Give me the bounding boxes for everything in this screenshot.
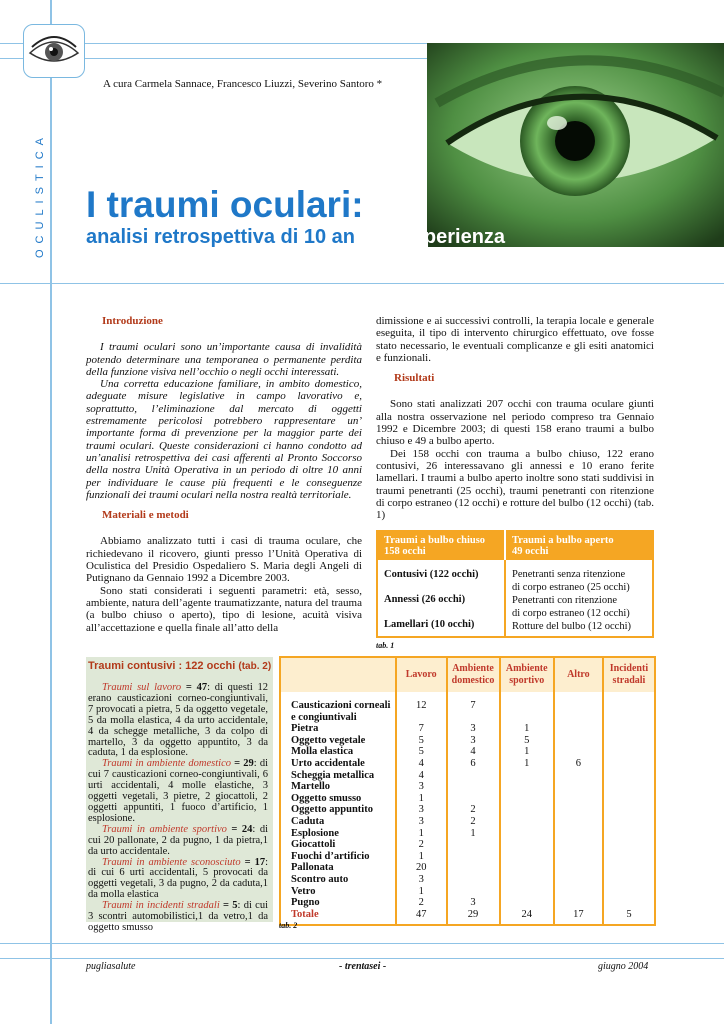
t2-cell-altro <box>554 793 603 805</box>
t2-cell-lavoro: 2 <box>396 897 447 909</box>
article-subtitle <box>86 226 505 249</box>
t1-open-cell: Penetranti senza ritenzione di corpo estraneo (25 occhi) Penetranti con ritenzione di corpo estraneo (12 occhi) Rotture del bulbo (12 occhi) <box>512 569 631 632</box>
t2-cell-altro <box>554 897 603 909</box>
t2-cell-sportivo: 1 <box>500 723 554 735</box>
t2-cell-stradali <box>603 886 655 898</box>
intro-paragraph-1: I traumi oculari sono un’importante causa di invalidità potendo determinare una temporanea o permanente perdita della funzione visiva nell’occhio o negli occhi interessati. <box>86 341 362 378</box>
t2-cell-stradali <box>603 770 655 782</box>
t2-cell-altro <box>554 828 603 840</box>
t2-header-5: Incidenti stradali <box>603 657 655 692</box>
left-column <box>86 315 362 634</box>
t2-row-label: Scheggia metallica <box>291 769 375 781</box>
t2-cell-lavoro: 1 <box>396 793 447 805</box>
t2-row-label: Oggetto appuntito <box>291 804 373 816</box>
t2-cell-sportivo: 1 <box>500 758 554 770</box>
table-row <box>280 723 655 735</box>
green-eye-photo <box>427 43 724 247</box>
t2-row-label: Giocattoli <box>291 839 336 851</box>
t2-row-label: Caduta <box>291 815 325 827</box>
t2-row-label: Molla elastica <box>291 746 354 758</box>
t2-cell-altro <box>554 839 603 851</box>
continued-paragraph: dimissione e ai successivi controlli, la terapia locale e generale eseguita, il tipo di intervento chirurgico effettuato, ove fosse stato necessario, le eventuali complicanze e gli esiti anatomici e funzionali. <box>376 315 654 364</box>
t2-cell-stradali <box>603 692 655 723</box>
table-1-caption: tab. 1 <box>376 641 395 650</box>
t2-row-label: Martello <box>291 781 331 793</box>
t2-cell-sportivo <box>500 793 554 805</box>
t2-cell-lavoro: 12 <box>396 692 447 723</box>
t2-cell-stradali <box>603 793 655 805</box>
box-text: Traumi sul lavoro = 47: di questi 12 erano causticazioni corneo-congiuntivali, 7 provocati a pietra, 5 da oggetto vegetale, 5 da molla elastica, 4 da urto accidentale, 4 da schegge metalliche, 3 da colpo di martello, 3 da oggetto appuntito, 3 da caduta, 1 da esplosione. Traumi in ambiente domestico = 29: di cui 7 causticazioni corneo-congiuntivali, 6 urti accidentali, 4 molle elastiche, 3 oggetti vegetali, 3 pietre, 2 giocattoli, 2 oggetti appuntiti, 1 fuoco d’artificio, 1 esplosione. Traumi in ambiente sportivo = 24: di cui 20 pallonate, 2 da pugno, 1 da pietra,1 da urto accidentale. Traumi in ambiente sconosciuto = 17: di cui 6 urti accidentali, 5 provocati da oggetti vegetali, 3 da pugno, 2 da caduta,1 da molla elastica Traumi in incidenti stradali = 5: di cui 3 scontri automobilistici,1 da vetro,1 da oggetto smusso <box>88 682 269 933</box>
t2-cell-altro <box>554 851 603 863</box>
right-column <box>376 315 654 521</box>
t2-cell-lavoro: 3 <box>396 816 447 828</box>
t2-cell-stradali <box>603 816 655 828</box>
t2-cell-domestico <box>447 874 500 886</box>
t2-cell-sportivo <box>500 781 554 793</box>
t2-cell-lavoro: 3 <box>396 874 447 886</box>
footer-left: pugliasalute <box>86 961 136 972</box>
t2-header-3: Ambiente sportivo <box>500 657 554 692</box>
t2-cell-stradali <box>603 828 655 840</box>
t2-cell-domestico <box>447 862 500 874</box>
table-2 <box>279 656 656 926</box>
t2-cell-lavoro: 1 <box>396 886 447 898</box>
t2-row-label: Oggetto smusso <box>291 792 362 804</box>
t2-cell-lavoro: 3 <box>396 781 447 793</box>
t2-cell-sportivo <box>500 897 554 909</box>
t2-cell-altro <box>554 781 603 793</box>
table-row <box>280 781 655 793</box>
results-paragraph-1: Sono stati analizzati 207 occhi con trauma oculare giunti alla nostra osservazione nel periodo compreso tra Gennaio 1992 e Dicembre 2003; di questi 158 erano traumi a bulbo chiuso e 49 a bulbo aperto. <box>376 398 654 448</box>
section-label: OCULISTICA <box>34 132 46 259</box>
results-paragraph-2: Dei 158 occhi con trauma a bulbo chiuso, 122 erano contusivi, 26 interessavano gli annessi e 10 erano ferite lamellari. I traumi a bulbo aperto inoltre sono stati suddivisi in traumi penetranti (25 occhi), traumi penetranti con ritenzione di corpo estraneo (12 occhi) e rotture del bulbo (12 occhi) (tab. 1) <box>376 447 654 522</box>
t2-row-label: Pallonata <box>291 862 334 874</box>
table-row <box>280 735 655 747</box>
t2-row-label: Esplosione <box>291 827 339 839</box>
t2-cell-stradali <box>603 781 655 793</box>
t2-cell-sportivo: 24 <box>500 909 554 926</box>
t2-cell-altro <box>554 735 603 747</box>
intro-paragraph-2: Una corretta educazione familiare, in ambito domestico, adeguate misure legislative in campo lavorativo e, soprattutto, l’eliminazione dal mercato di oggetti estremamente pericolosi potrebbero rappresentare un’ importante forma di prevenzione per la maggior parte dei traumi oculari. Queste considerazioni ci hanno condotto ad un’analisi retrospettiva dei casi afferenti al Pronto Soccorso della nostra Unità Operativa in un periodo di oltre 10 anni per individuare le cause più frequenti e le conseguenze funzionali dei traumi oculari nella nostra realtà territoriale. <box>86 378 362 501</box>
article-title: I traumi oculari: <box>86 184 364 225</box>
t2-cell-sportivo <box>500 886 554 898</box>
table-row <box>280 909 655 926</box>
t2-cell-domestico: 7 <box>447 692 500 723</box>
table-2-caption: tab. 2 <box>279 921 298 930</box>
t2-cell-domestico: 2 <box>447 804 500 816</box>
t2-cell-domestico: 2 <box>447 816 500 828</box>
t2-cell-stradali <box>603 874 655 886</box>
t1-header-closed: Traumi a bulbo chiuso 158 occhi <box>377 531 505 560</box>
table-row <box>280 839 655 851</box>
t2-cell-altro: 17 <box>554 909 603 926</box>
t2-header-4: Altro <box>554 657 603 692</box>
box-heading: Traumi contusivi : 122 occhi (tab. 2) <box>88 660 272 672</box>
t2-cell-altro <box>554 816 603 828</box>
t2-cell-altro <box>554 804 603 816</box>
t2-row-label: Causticazioni corneali e congiuntivali <box>291 700 391 723</box>
t2-cell-stradali <box>603 804 655 816</box>
t2-cell-lavoro: 1 <box>396 828 447 840</box>
t2-cell-stradali <box>603 897 655 909</box>
table-row <box>280 770 655 782</box>
methods-paragraph-2: Sono stati considerati i seguenti parametri: età, sesso, ambiente, natura dell’agente traumatizzante, natura del trauma (a bulbo chiuso o aperto), tipo di lesione, acuità visiva all’accettazione e quella finale all’atto della <box>86 584 362 634</box>
table-row <box>280 886 655 898</box>
t2-cell-domestico <box>447 770 500 782</box>
eye-logo-icon <box>23 24 85 78</box>
t2-cell-altro <box>554 692 603 723</box>
t2-row-label: Oggetto vegetale <box>291 734 366 746</box>
t2-cell-lavoro: 3 <box>396 804 447 816</box>
t2-cell-sportivo: 1 <box>500 746 554 758</box>
table-row <box>280 758 655 770</box>
t2-cell-altro <box>554 874 603 886</box>
t2-row-label: Scontro auto <box>291 873 349 885</box>
intro-heading: Introduzione <box>102 315 163 327</box>
t2-cell-sportivo <box>500 828 554 840</box>
t2-cell-domestico <box>447 781 500 793</box>
t2-cell-lavoro: 7 <box>396 723 447 735</box>
t2-cell-stradali <box>603 735 655 747</box>
table-row <box>280 793 655 805</box>
t2-cell-sportivo <box>500 770 554 782</box>
t2-cell-domestico: 3 <box>447 897 500 909</box>
t2-cell-domestico <box>447 839 500 851</box>
t2-cell-domestico: 1 <box>447 828 500 840</box>
t2-cell-lavoro: 47 <box>396 909 447 926</box>
t2-cell-domestico: 6 <box>447 758 500 770</box>
t2-cell-stradali <box>603 723 655 735</box>
t2-cell-sportivo <box>500 692 554 723</box>
results-heading: Risultati <box>394 372 435 385</box>
t2-cell-stradali <box>603 839 655 851</box>
t2-cell-sportivo <box>500 839 554 851</box>
t2-cell-sportivo <box>500 804 554 816</box>
authors: A cura Carmela Sannace, Francesco Liuzzi, Severino Santoro * <box>103 78 383 90</box>
t2-row-label: Pugno <box>291 897 320 909</box>
t2-cell-domestico: 3 <box>447 735 500 747</box>
t2-cell-lavoro: 1 <box>396 851 447 863</box>
t2-cell-domestico: 29 <box>447 909 500 926</box>
table-row <box>280 897 655 909</box>
footer-right: giugno 2004 <box>598 961 649 972</box>
t2-cell-lavoro: 4 <box>396 758 447 770</box>
t2-cell-domestico <box>447 793 500 805</box>
subtitle-part-a: analisi retrospettiva di 10 an <box>86 226 355 248</box>
t2-cell-stradali <box>603 758 655 770</box>
t2-cell-domestico <box>447 851 500 863</box>
table-row <box>280 746 655 758</box>
t2-cell-stradali <box>603 851 655 863</box>
table-row <box>280 862 655 874</box>
t2-row-label: Vetro <box>291 885 316 897</box>
t2-body <box>280 692 655 925</box>
bottom-rule-2 <box>0 958 724 959</box>
t2-cell-sportivo <box>500 851 554 863</box>
t2-cell-domestico: 4 <box>447 746 500 758</box>
t2-cell-stradali: 5 <box>603 909 655 926</box>
t2-cell-sportivo <box>500 874 554 886</box>
t2-cell-sportivo: 5 <box>500 735 554 747</box>
t2-header-2: Ambiente domestico <box>447 657 500 692</box>
t2-cell-sportivo <box>500 862 554 874</box>
t2-header-0 <box>280 657 396 692</box>
t2-row-label: Totale <box>291 908 319 920</box>
t2-row-label: Urto accidentale <box>291 757 365 769</box>
t2-row-label: Fuochi d’artificio <box>291 850 370 862</box>
subtitle-part-b: ni di esperienza <box>355 226 506 248</box>
table-1 <box>376 530 654 638</box>
t2-cell-domestico <box>447 886 500 898</box>
table-row <box>280 804 655 816</box>
t2-cell-altro <box>554 770 603 782</box>
t2-row-label: Pietra <box>291 723 319 735</box>
t2-cell-lavoro: 4 <box>396 770 447 782</box>
table-row <box>280 816 655 828</box>
methods-heading: Materiali e metodi <box>102 509 189 522</box>
bottom-rule-1 <box>0 943 724 944</box>
table-row <box>280 874 655 886</box>
t2-header-1: Lavoro <box>396 657 447 692</box>
methods-paragraph-1: Abbiamo analizzato tutti i casi di trauma oculare, che richiedevano il ricovero, giunti presso l’Unità Operativa di Oculistica del Presidio Ospedaliero S. Maria degli Angeli di Putignano da Gennaio 1992 a Dicembre 2003. <box>86 535 362 585</box>
t1-header-open: Traumi a bulbo aperto 49 occhi <box>505 531 653 560</box>
t2-cell-altro <box>554 746 603 758</box>
t2-cell-sportivo <box>500 816 554 828</box>
t2-cell-stradali <box>603 862 655 874</box>
table-row <box>280 692 655 723</box>
t2-cell-altro: 6 <box>554 758 603 770</box>
t2-cell-lavoro: 2 <box>396 839 447 851</box>
t2-cell-stradali <box>603 746 655 758</box>
footer-center: - trentasei - <box>339 961 387 972</box>
mid-rule <box>0 283 724 284</box>
t2-cell-altro <box>554 723 603 735</box>
t2-cell-altro <box>554 862 603 874</box>
t2-cell-lavoro: 5 <box>396 746 447 758</box>
table-row <box>280 851 655 863</box>
t1-closed-cell: Contusivi (122 occhi) Annessi (26 occhi) Lamellari (10 occhi) <box>377 560 505 637</box>
table-row <box>280 828 655 840</box>
t2-cell-lavoro: 20 <box>396 862 447 874</box>
t2-cell-lavoro: 5 <box>396 735 447 747</box>
t2-cell-domestico: 3 <box>447 723 500 735</box>
t2-cell-altro <box>554 886 603 898</box>
